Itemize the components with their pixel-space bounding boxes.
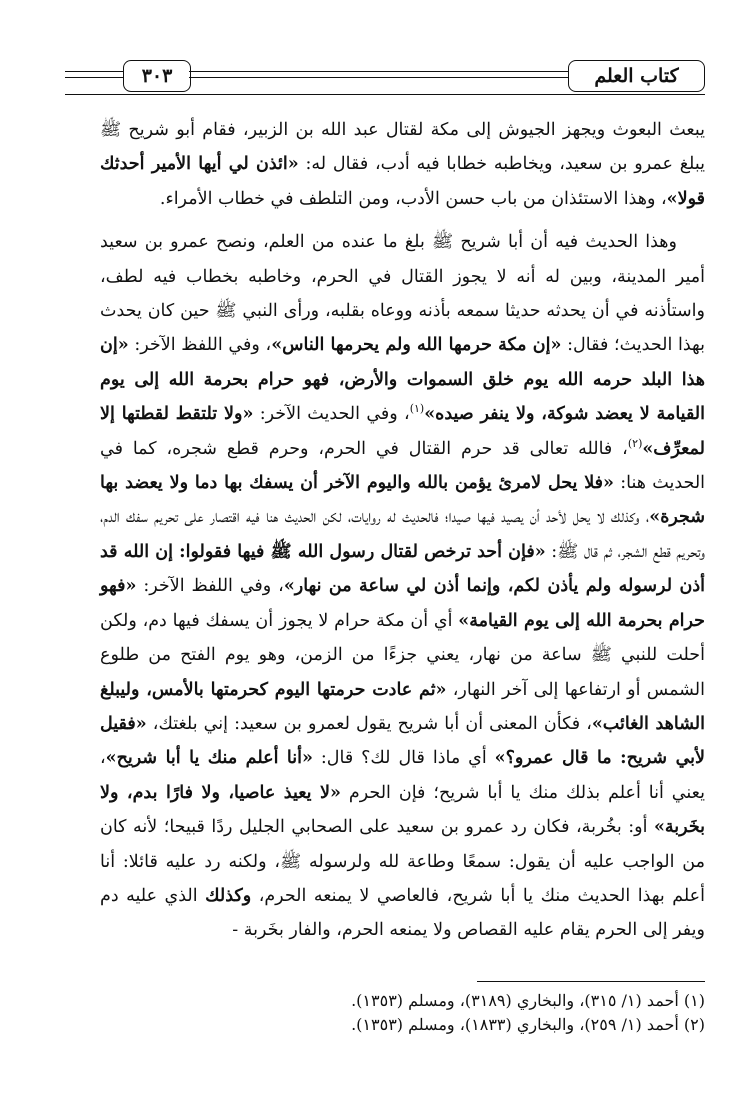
- p2-quote-9: «أنا أعلم منك يا أبا شريح»: [105, 748, 313, 769]
- header-underline: [65, 94, 705, 95]
- footnote-ref-2[interactable]: (٢): [627, 436, 643, 450]
- header-rule-middle-top: [189, 71, 568, 72]
- p2-quote-3: «ولا تلتقط لقطتها إلا لمعرِّف»: [100, 404, 705, 459]
- p2-text-12: الذي عليه دم ويفر إلى الحرم يقام عليه القصاص ولا يمنعه الحرم، والفار بخَربة -: [100, 885, 705, 941]
- page-header: [65, 58, 705, 98]
- p2-text-2: ، وفي اللفظ الآخر:: [128, 335, 272, 356]
- p2-quote-7: «ثم عادت حرمتها اليوم كحرمتها بالأمس، وليبلغ الشاهد الغائب»: [100, 679, 705, 734]
- p2-text-3: ، وفي الحديث الآخر:: [253, 404, 410, 425]
- footnote-ref-1[interactable]: (١): [409, 402, 425, 416]
- p2-text-1: وهذا الحديث فيه أن أبا شريح ﷺ بلغ ما عنده من العلم، ونصح عمرو بن سعيد أمير المدينة، وبين له أنه لا يجوز القتال في الحرم، وخاطبه بخطاب فيه لطف، واستأذنه في أن يحدثه حديثا سمعه بأذنه ووعاه بقلبه، ورأى النبي ﷺ حين كان يحدث بهذا الحديث؛ فقال:: [100, 232, 705, 356]
- p2-quote-6: «فهو حرام بحرمة الله إلى يوم القيامة»: [100, 576, 705, 631]
- footnote-separator: [477, 981, 705, 982]
- p1-text-1: يبعث البعوث ويجهز الجيوش إلى مكة لقتال عبد الله بن الزبير، فقام أبو شريح ﷺ يبلغ عمرو بن سعيد، ويخاطبه خطابا فيه أدب، فقال له:: [100, 120, 705, 175]
- p2-text-5: ، وكذلك لا يحل لأحد أن يصيد فيها صيدا؛ فالحديث له روايات، لكن الحديث هنا فيه اقتصار على تحريم سفك الدم، وتحريم قطع الشجر، ثم قال ﷺ:: [100, 507, 705, 562]
- footnote-1: (١) أحمد (١/ ٣١٥)، والبخاري (٣١٨٩)، ومسلم (١٣٥٣).: [351, 991, 705, 1010]
- p1-text-2: ، وهذا الاستئذان من باب حسن الأدب، ومن التلطف في خطاب الأمراء.: [159, 188, 667, 209]
- p2-quote-4: «فلا يحل لامرئ يؤمن بالله واليوم الآخر أن يسفك بها دما ولا يعضد بها شجرة»: [100, 473, 705, 528]
- p2-quote-8: «فقيل لأبي شريح: ما قال عمرو؟»: [100, 713, 706, 769]
- p2-text-7: أي أن مكة حرام لا يجوز أن يسفك فيها دم، ولكن أحلت للنبي ﷺ ساعة من نهار، يعني جزءًا من الزمن، وهو يوم الفتح من طلوع الشمس أو ارتفاعها إلى آخر النهار،: [100, 610, 705, 700]
- paragraph-2: [100, 225, 705, 948]
- p2-quote-1: «إن مكة حرمها الله ولم يحرمها الناس»: [271, 335, 562, 356]
- p2-text-6: ، وفي اللفظ الآخر:: [136, 576, 284, 597]
- footnote-2: (٢) أحمد (١/ ٢٥٩)، والبخاري (١٨٣٣)، ومسلم (١٣٥٣).: [351, 1015, 705, 1034]
- p2-text-8: ، فكأن المعنى أن أبا شريح يقول لعمرو بن سعيد: إني بلغتك،: [146, 713, 592, 734]
- main-text: [100, 113, 705, 948]
- p2-quote-11: وكذلك: [205, 885, 252, 906]
- p2-text-9: أي ماذا قال لك؟ قال:: [312, 748, 495, 769]
- paragraph-1: [100, 113, 705, 216]
- page-number: ٣٠٣: [123, 60, 191, 92]
- p2-quote-2: «إن هذا البلد حرمه الله يوم خلق السموات والأرض، فهو حرام بحرمة الله إلى يوم القيامة لا يعضد شوكة، ولا ينفر صيده»: [100, 335, 705, 425]
- p2-quote-10: «لا يعيذ عاصيا، ولا فارًا بدم، ولا بخَربة»: [100, 782, 705, 838]
- book-title: كتاب العلم: [568, 60, 705, 92]
- p1-quote-1: «ائذن لي أيها الأمير أحدثك قولا»: [100, 154, 705, 209]
- p2-text-4: ، فالله تعالى قد حرم القتال في الحرم، وحرم قطع شجره، كما في الحديث هنا:: [100, 438, 706, 494]
- p2-text-11: أو: بخُربة، فكان رد عمرو بن سعيد على الصحابي الجليل ردًا قبيحا؛ لأنه كان من الواجب عليه أن يقول: سمعًا وطاعة لله ولرسوله ﷺ، ولكنه رد عليه قائلا: أنا أعلم بهذا الحديث منك يا أبا شريح، فالعاصي لا يمنعه الحرم،: [100, 817, 706, 906]
- p2-quote-5: «فإن أحد ترخص لقتال رسول الله ﷺ فيها فقولوا: إن الله قد أذن لرسوله ولم يأذن لكم، وإنما أذن لي ساعة من نهار»: [100, 541, 705, 597]
- header-rule-left-bottom: [65, 77, 123, 78]
- p2-text-10: ، يعني أنا أعلم بذلك منك يا أبا شريح؛ فإن الحرم: [100, 748, 705, 803]
- header-rule-middle-bottom: [189, 77, 568, 78]
- header-rule-left-top: [65, 71, 123, 72]
